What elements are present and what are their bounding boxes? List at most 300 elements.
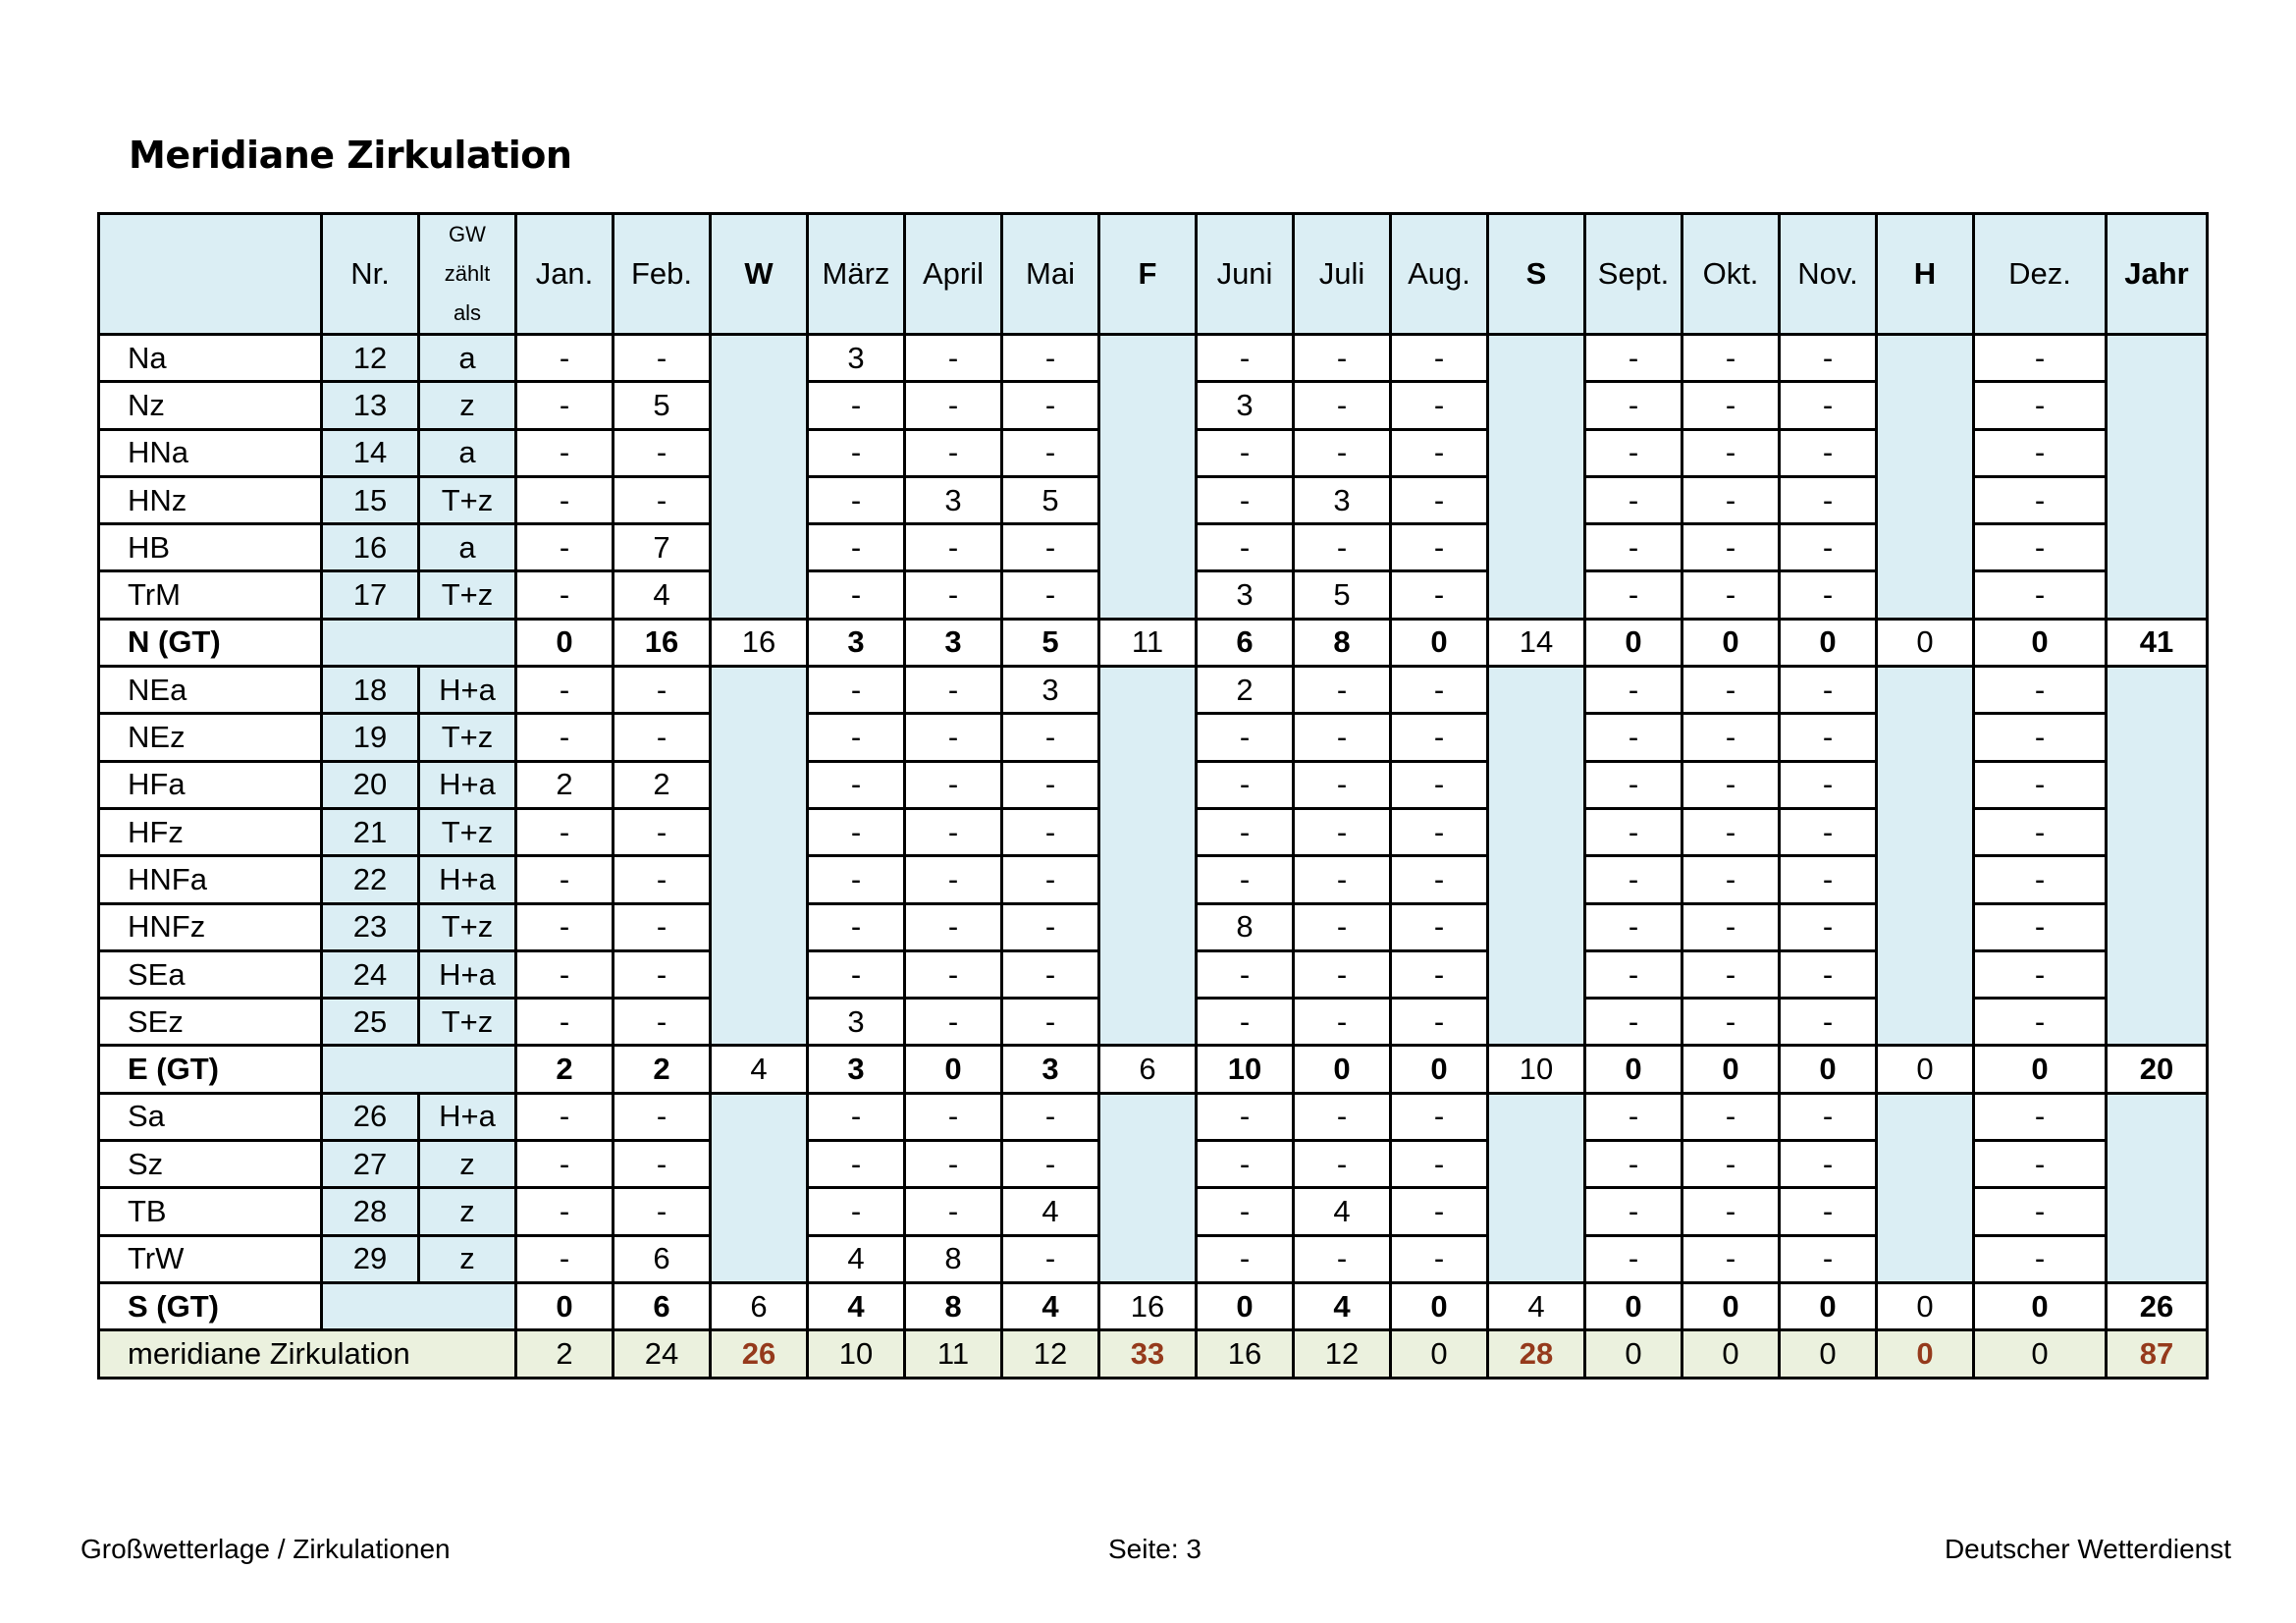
table-cell: -	[1585, 761, 1682, 808]
total-row	[99, 1330, 2208, 1378]
table-cell: -	[516, 571, 614, 619]
table-cell: 3	[808, 999, 905, 1046]
table-cell: -	[905, 524, 1002, 571]
table-cell: 3	[905, 619, 1002, 666]
table-cell: 0	[1974, 619, 2107, 666]
table-cell: -	[614, 476, 711, 523]
row-label: Na	[99, 335, 322, 382]
table-cell: -	[614, 429, 711, 476]
row-label: HB	[99, 524, 322, 571]
table-cell: -	[1585, 524, 1682, 571]
table-cell: -	[1682, 335, 1780, 382]
row-label: HFa	[99, 761, 322, 808]
table-cell: -	[1974, 382, 2107, 429]
header-oct: Okt.	[1682, 214, 1780, 335]
season-blank-cell	[711, 1093, 808, 1282]
row-nr: 16	[322, 524, 419, 571]
table-cell: -	[905, 714, 1002, 761]
table-cell: 16	[1197, 1330, 1294, 1378]
season-blank-cell	[711, 335, 808, 620]
table-cell: -	[808, 761, 905, 808]
table-cell: -	[1682, 808, 1780, 855]
table-cell: -	[1197, 714, 1294, 761]
row-gw: z	[419, 382, 516, 429]
header-aug: Aug.	[1391, 214, 1488, 335]
table-cell: -	[516, 1188, 614, 1235]
table-cell: 0	[1780, 1330, 1877, 1378]
row-label: TrW	[99, 1235, 322, 1282]
table-cell: 24	[614, 1330, 711, 1378]
table-cell: -	[808, 903, 905, 950]
table-cell: 6	[1099, 1046, 1197, 1093]
table-cell: -	[1780, 999, 1877, 1046]
table-cell: -	[905, 1141, 1002, 1188]
table-cell: -	[1391, 382, 1488, 429]
row-nr: 24	[322, 950, 419, 998]
table-cell: -	[1585, 808, 1682, 855]
table-cell: -	[1391, 1141, 1488, 1188]
table-cell: -	[516, 476, 614, 523]
table-cell: -	[1391, 950, 1488, 998]
row-gw: H+a	[419, 1093, 516, 1140]
table-cell: -	[808, 524, 905, 571]
table-cell: 12	[1294, 1330, 1391, 1378]
table-cell: -	[808, 1141, 905, 1188]
table-cell: -	[1974, 808, 2107, 855]
table-cell: -	[1197, 429, 1294, 476]
group-total-row	[99, 1282, 2208, 1329]
table-cell: -	[516, 429, 614, 476]
table-cell: 6	[614, 1235, 711, 1282]
table-cell: -	[1682, 1093, 1780, 1140]
footer-page-number: Seite: 3	[1108, 1534, 1201, 1564]
header-gw	[419, 214, 516, 335]
table-cell: 6	[1197, 619, 1294, 666]
table-cell: 10	[1488, 1046, 1585, 1093]
table-cell: 16	[711, 619, 808, 666]
table-cell: -	[905, 382, 1002, 429]
table-cell: -	[1002, 999, 1099, 1046]
table-cell: 4	[808, 1235, 905, 1282]
table-cell: -	[1197, 335, 1294, 382]
table-cell: -	[1197, 1188, 1294, 1235]
table-cell: 8	[1197, 903, 1294, 950]
table-cell: -	[1780, 382, 1877, 429]
table-cell: 3	[808, 335, 905, 382]
row-gw: H+a	[419, 856, 516, 903]
season-blank-cell	[1099, 335, 1197, 620]
table-cell: 0	[1780, 1046, 1877, 1093]
table-cell: 12	[1002, 1330, 1099, 1378]
table-cell: -	[1974, 335, 2107, 382]
row-nr: 18	[322, 667, 419, 714]
table-cell: 14	[1488, 619, 1585, 666]
table-cell: -	[516, 335, 614, 382]
row-gw: z	[419, 1235, 516, 1282]
header-jan: Jan.	[516, 214, 614, 335]
table-cell: 3	[1197, 382, 1294, 429]
row-gw: H+a	[419, 761, 516, 808]
table-cell: -	[1197, 999, 1294, 1046]
table-cell: -	[1294, 429, 1391, 476]
table-cell: 0	[1877, 619, 1974, 666]
table-cell: -	[1391, 429, 1488, 476]
row-nr: 20	[322, 761, 419, 808]
table-cell: 87	[2107, 1330, 2208, 1378]
table-cell: -	[808, 1188, 905, 1235]
table-cell: -	[1585, 476, 1682, 523]
table-cell: -	[1391, 1235, 1488, 1282]
table-cell: 2	[614, 1046, 711, 1093]
header-sep: Sept.	[1585, 214, 1682, 335]
table-cell: -	[1294, 808, 1391, 855]
table-cell: -	[808, 382, 905, 429]
table-cell: -	[1974, 524, 2107, 571]
row-label: SEz	[99, 999, 322, 1046]
table-cell: 0	[1585, 619, 1682, 666]
row-label: Sa	[99, 1093, 322, 1140]
row-nr: 25	[322, 999, 419, 1046]
table-cell: -	[516, 999, 614, 1046]
row-label: SEa	[99, 950, 322, 998]
table-cell: -	[1391, 667, 1488, 714]
header-autumn: H	[1877, 214, 1974, 335]
row-nr: 29	[322, 1235, 419, 1282]
row-nr: 13	[322, 382, 419, 429]
row-nr: 21	[322, 808, 419, 855]
table-cell: -	[1002, 714, 1099, 761]
table-cell: -	[1585, 903, 1682, 950]
table-cell: -	[1780, 1093, 1877, 1140]
header-gw-line: zählt	[444, 261, 491, 286]
table-cell: -	[1780, 476, 1877, 523]
table-cell: -	[1294, 999, 1391, 1046]
table-cell: 11	[1099, 619, 1197, 666]
table-cell: 8	[905, 1235, 1002, 1282]
table-cell: 5	[1002, 619, 1099, 666]
table-cell: -	[1391, 571, 1488, 619]
table-cell: -	[614, 714, 711, 761]
table-cell: -	[1585, 571, 1682, 619]
table-cell: 4	[1294, 1188, 1391, 1235]
table-cell: -	[614, 856, 711, 903]
table-cell: -	[1682, 1235, 1780, 1282]
table-cell: -	[1585, 429, 1682, 476]
header-feb: Feb.	[614, 214, 711, 335]
table-cell: 0	[1877, 1282, 1974, 1329]
table-cell: 4	[614, 571, 711, 619]
table-cell: -	[614, 999, 711, 1046]
circulation-table-wrapper	[97, 212, 2209, 1380]
table-cell: -	[1682, 667, 1780, 714]
table-cell: -	[1391, 808, 1488, 855]
table-cell: 0	[1585, 1330, 1682, 1378]
table-cell: -	[1974, 429, 2107, 476]
table-cell: 5	[1002, 476, 1099, 523]
table-cell: -	[516, 667, 614, 714]
table-cell: -	[614, 1093, 711, 1140]
header-dec: Dez.	[1974, 214, 2107, 335]
table-cell: -	[1974, 999, 2107, 1046]
table-cell: 0	[1585, 1282, 1682, 1329]
table-cell: -	[1682, 429, 1780, 476]
table-cell: -	[1682, 524, 1780, 571]
row-nr: 19	[322, 714, 419, 761]
table-cell: 11	[905, 1330, 1002, 1378]
table-cell: 6	[711, 1282, 808, 1329]
row-gw: a	[419, 335, 516, 382]
table-cell: 0	[1294, 1046, 1391, 1093]
table-cell: 0	[1391, 1282, 1488, 1329]
table-cell: -	[1197, 476, 1294, 523]
table-cell: -	[1780, 1188, 1877, 1235]
table-cell: 5	[614, 382, 711, 429]
table-cell: 3	[808, 1046, 905, 1093]
table-cell: -	[905, 429, 1002, 476]
table-cell: 0	[905, 1046, 1002, 1093]
table-cell: -	[1002, 571, 1099, 619]
table-cell: -	[1294, 1235, 1391, 1282]
table-cell: -	[1391, 856, 1488, 903]
header-gw-line: GW	[449, 222, 486, 246]
season-blank-cell	[1877, 335, 1974, 620]
table-cell: -	[808, 429, 905, 476]
table-cell: -	[1974, 714, 2107, 761]
header-spring: F	[1099, 214, 1197, 335]
table-cell: -	[1974, 950, 2107, 998]
table-cell: -	[516, 714, 614, 761]
table-cell: -	[1585, 1093, 1682, 1140]
table-cell: 7	[614, 524, 711, 571]
table-cell: -	[1002, 856, 1099, 903]
table-cell: -	[1585, 856, 1682, 903]
table-cell: -	[1294, 761, 1391, 808]
header-summer: S	[1488, 214, 1585, 335]
season-blank-cell	[1877, 1093, 1974, 1282]
table-cell: -	[1391, 524, 1488, 571]
table-cell: -	[1294, 1141, 1391, 1188]
header-gw-line: als	[453, 300, 482, 325]
table-row	[99, 335, 2208, 382]
group-total-label: N (GT)	[99, 619, 322, 666]
season-blank-cell	[2107, 1093, 2208, 1282]
table-cell: -	[808, 571, 905, 619]
table-cell: 0	[1780, 619, 1877, 666]
header-mar: März	[808, 214, 905, 335]
table-cell: -	[1682, 761, 1780, 808]
row-gw: T+z	[419, 808, 516, 855]
table-cell: -	[1974, 571, 2107, 619]
header-jul: Juli	[1294, 214, 1391, 335]
table-cell: 26	[2107, 1282, 2208, 1329]
table-cell: -	[1780, 667, 1877, 714]
table-cell: -	[1780, 808, 1877, 855]
table-cell: -	[1002, 335, 1099, 382]
table-cell: 5	[1294, 571, 1391, 619]
table-cell: -	[1294, 667, 1391, 714]
table-cell: -	[1682, 856, 1780, 903]
table-cell: -	[1682, 999, 1780, 1046]
row-gw: T+z	[419, 476, 516, 523]
table-cell: -	[1197, 808, 1294, 855]
table-cell: -	[1197, 524, 1294, 571]
table-cell: -	[614, 667, 711, 714]
table-cell: -	[1391, 714, 1488, 761]
table-cell: 0	[1877, 1330, 1974, 1378]
table-cell: 2	[614, 761, 711, 808]
table-cell: -	[1682, 714, 1780, 761]
table-cell: -	[1002, 808, 1099, 855]
table-cell: 3	[1294, 476, 1391, 523]
row-nr: 15	[322, 476, 419, 523]
table-cell: -	[905, 761, 1002, 808]
season-blank-cell	[1099, 667, 1197, 1046]
table-cell: 0	[1682, 619, 1780, 666]
table-cell: 0	[1682, 1046, 1780, 1093]
table-cell: -	[516, 1141, 614, 1188]
table-cell: -	[1585, 1141, 1682, 1188]
footer-left: Großwetterlage / Zirkulationen	[80, 1534, 451, 1564]
table-cell: -	[1780, 761, 1877, 808]
table-cell: -	[516, 903, 614, 950]
group-total-blank	[322, 1282, 516, 1329]
table-cell: -	[1682, 571, 1780, 619]
table-cell: -	[905, 903, 1002, 950]
table-cell: 3	[1002, 667, 1099, 714]
table-cell: -	[1682, 1188, 1780, 1235]
table-cell: -	[808, 950, 905, 998]
row-label: HNFa	[99, 856, 322, 903]
table-cell: 0	[1682, 1282, 1780, 1329]
table-cell: 3	[808, 619, 905, 666]
table-cell: 0	[1974, 1282, 2107, 1329]
table-cell: -	[1197, 950, 1294, 998]
table-cell: 0	[1780, 1282, 1877, 1329]
table-cell: 0	[1391, 619, 1488, 666]
table-cell: -	[1974, 761, 2107, 808]
group-total-row	[99, 1046, 2208, 1093]
page-title: Meridiane Zirkulation	[129, 134, 572, 177]
table-cell: -	[614, 808, 711, 855]
table-cell: -	[905, 950, 1002, 998]
season-blank-cell	[711, 667, 808, 1046]
table-cell: 0	[1682, 1330, 1780, 1378]
season-blank-cell	[2107, 335, 2208, 620]
total-label: meridiane Zirkulation	[99, 1330, 516, 1378]
table-cell: -	[614, 950, 711, 998]
table-cell: -	[614, 903, 711, 950]
table-cell: -	[1391, 761, 1488, 808]
table-cell: -	[1197, 1141, 1294, 1188]
table-cell: -	[1391, 476, 1488, 523]
table-cell: 0	[1585, 1046, 1682, 1093]
row-gw: a	[419, 429, 516, 476]
table-cell: -	[808, 1093, 905, 1140]
header-apr: April	[905, 214, 1002, 335]
table-cell: -	[1780, 524, 1877, 571]
table-cell: 3	[905, 476, 1002, 523]
table-cell: -	[1002, 903, 1099, 950]
season-blank-cell	[1877, 667, 1974, 1046]
table-cell: 4	[808, 1282, 905, 1329]
row-nr: 27	[322, 1141, 419, 1188]
table-cell: -	[516, 1235, 614, 1282]
table-cell: 2	[1197, 667, 1294, 714]
table-cell: -	[1974, 476, 2107, 523]
table-cell: -	[1585, 335, 1682, 382]
table-cell: -	[1294, 950, 1391, 998]
table-cell: 0	[516, 1282, 614, 1329]
table-cell: -	[1780, 903, 1877, 950]
table-cell: -	[516, 524, 614, 571]
table-cell: -	[1585, 1235, 1682, 1282]
table-cell: -	[516, 950, 614, 998]
table-cell: -	[1585, 382, 1682, 429]
row-gw: H+a	[419, 950, 516, 998]
table-cell: -	[1974, 1235, 2107, 1282]
table-cell: -	[1780, 571, 1877, 619]
table-cell: -	[1585, 1188, 1682, 1235]
table-cell: -	[1682, 1141, 1780, 1188]
table-cell: -	[1585, 999, 1682, 1046]
row-gw: T+z	[419, 571, 516, 619]
table-cell: -	[905, 856, 1002, 903]
season-blank-cell	[1488, 1093, 1585, 1282]
table-cell: -	[905, 999, 1002, 1046]
row-label: HNa	[99, 429, 322, 476]
row-label: TrM	[99, 571, 322, 619]
header-nr: Nr.	[322, 214, 419, 335]
table-cell: -	[1002, 950, 1099, 998]
table-cell: 0	[1197, 1282, 1294, 1329]
row-nr: 22	[322, 856, 419, 903]
table-cell: -	[1391, 1093, 1488, 1140]
table-cell: 2	[516, 1330, 614, 1378]
header-row	[99, 214, 2208, 335]
table-cell: 0	[1391, 1330, 1488, 1378]
table-cell: -	[1391, 999, 1488, 1046]
table-cell: -	[1974, 903, 2107, 950]
table-cell: 0	[516, 619, 614, 666]
table-cell: -	[516, 382, 614, 429]
table-cell: 0	[1391, 1046, 1488, 1093]
table-cell: 28	[1488, 1330, 1585, 1378]
table-cell: 8	[1294, 619, 1391, 666]
table-cell: -	[1294, 335, 1391, 382]
table-cell: -	[1391, 1188, 1488, 1235]
table-cell: -	[1197, 1093, 1294, 1140]
table-cell: -	[1585, 950, 1682, 998]
table-cell: 8	[905, 1282, 1002, 1329]
table-cell: -	[1294, 1093, 1391, 1140]
table-cell: -	[808, 714, 905, 761]
table-cell: 0	[1877, 1046, 1974, 1093]
row-nr: 23	[322, 903, 419, 950]
table-cell: -	[1682, 950, 1780, 998]
row-nr: 28	[322, 1188, 419, 1235]
table-cell: -	[1391, 903, 1488, 950]
table-cell: -	[1974, 1188, 2107, 1235]
table-cell: -	[1002, 1235, 1099, 1282]
row-gw: a	[419, 524, 516, 571]
table-cell: -	[1002, 524, 1099, 571]
row-gw: T+z	[419, 714, 516, 761]
table-cell: -	[1294, 856, 1391, 903]
table-cell: 26	[711, 1330, 808, 1378]
table-cell: 2	[516, 1046, 614, 1093]
row-gw: z	[419, 1188, 516, 1235]
table-cell: -	[808, 476, 905, 523]
